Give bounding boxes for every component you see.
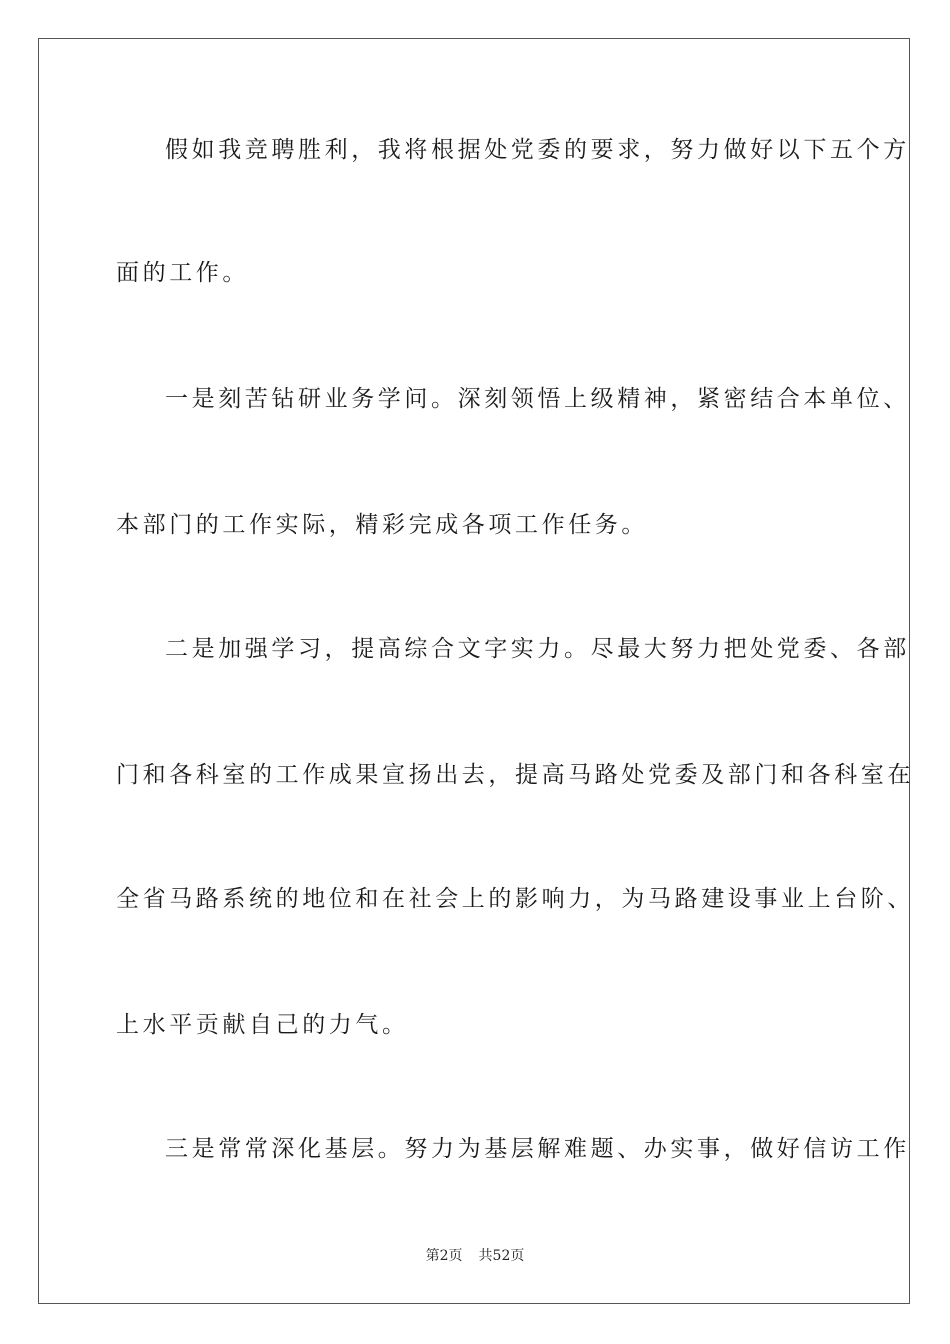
paragraph-line: 面的工作。 bbox=[116, 260, 249, 286]
page-total: 共52页 bbox=[478, 1248, 525, 1264]
paragraph-line: 二是加强学习，提高综合文字实力。尽最大努力把处党委、各部 bbox=[165, 636, 910, 662]
paragraph-line: 门和各科室的工作成果宣扬出去，提高马路处党委及部门和各科室在 bbox=[116, 762, 914, 788]
paragraph-line: 假如我竞聘胜利，我将根据处党委的要求，努力做好以下五个方 bbox=[165, 137, 910, 163]
paragraph-line: 全省马路系统的地位和在社会上的影响力，为马路建设事业上台阶、 bbox=[116, 886, 914, 912]
page-footer bbox=[0, 1246, 950, 1266]
paragraph-line: 一是刻苦钻研业务学问。深刻领悟上级精神，紧密结合本单位、 bbox=[165, 386, 910, 412]
paragraph-line: 三是常常深化基层。努力为基层解难题、办实事，做好信访工作 bbox=[165, 1136, 910, 1162]
paragraph-line: 本部门的工作实际，精彩完成各项工作任务。 bbox=[116, 512, 648, 538]
page-number: 第2页 bbox=[425, 1248, 463, 1264]
paragraph-line: 上水平贡献自己的力气。 bbox=[116, 1012, 409, 1038]
page-frame bbox=[38, 38, 914, 1304]
